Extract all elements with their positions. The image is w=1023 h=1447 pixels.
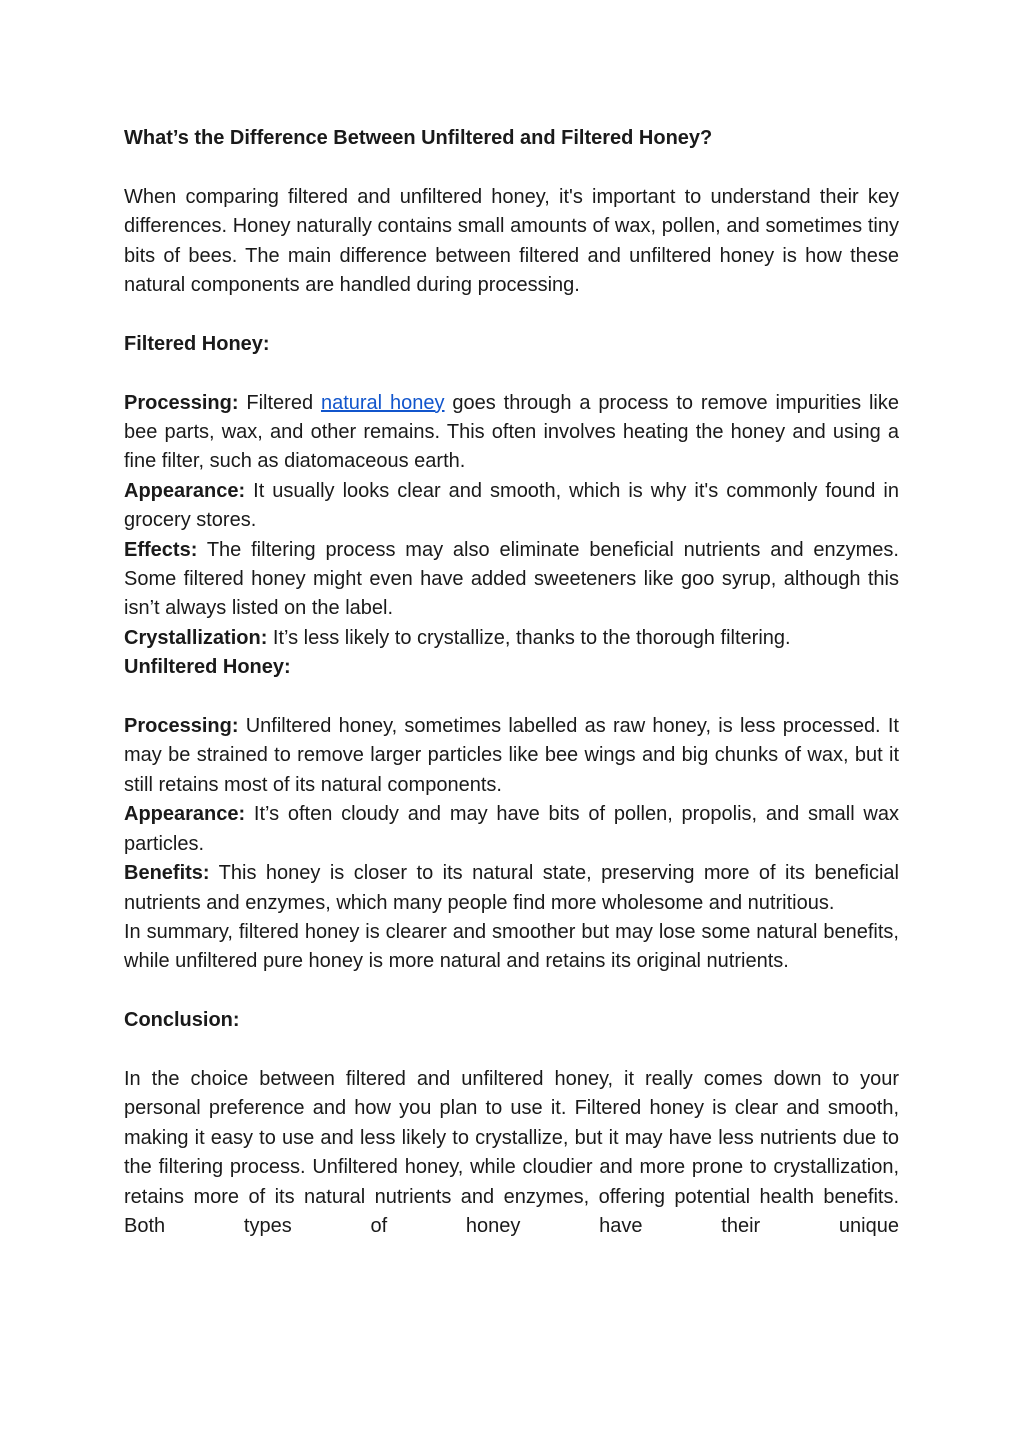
spacer [124, 977, 899, 1006]
spacer [124, 153, 899, 182]
unfiltered-processing-paragraph [124, 712, 899, 800]
filtered-crystallization-text: It’s less likely to crystallize, thanks to the thorough filtering. [267, 626, 791, 649]
summary-paragraph: In summary, filtered honey is clearer and smoother but may lose some natural benefits, while unfiltered pure honey is more natural and retains its original nutrients. [124, 920, 899, 973]
spacer [124, 1036, 899, 1065]
spacer [124, 359, 899, 388]
unfiltered-processing-label: Processing: [124, 715, 239, 738]
unfiltered-benefits-label: Benefits: [124, 862, 210, 885]
filtered-crystallization-label: Crystallization: [124, 626, 268, 649]
unfiltered-benefits-paragraph [124, 859, 899, 918]
conclusion-paragraph: In the choice between filtered and unfiltered honey, it really comes down to your personal preference and how you plan to use it. Filtered honey is clear and smooth, making it easy to use and less likely to crystallize, but it may have less nutrients due to the filtering process. Unfiltered honey, while cloudier and more prone to crystallization, retains more of its natural nutrients and enzymes, offering potential health benefits. Both types of honey have their unique [124, 1067, 899, 1237]
unfiltered-benefits-text: This honey is closer to its natural state, preserving more of its beneficial nutrients and enzymes, which many people find more wholesome and nutritious. [124, 862, 899, 914]
unfiltered-appearance-label: Appearance: [124, 803, 246, 826]
filtered-processing-text-before: Filtered [238, 391, 321, 414]
filtered-processing-paragraph [124, 389, 899, 477]
spacer [124, 683, 899, 712]
natural-honey-link[interactable]: natural honey [320, 391, 445, 414]
filtered-appearance-text: It usually looks clear and smooth, which is why it's commonly found in grocery stores. [124, 479, 899, 532]
conclusion-heading: Conclusion: [124, 1009, 240, 1032]
filtered-crystallization-paragraph [124, 624, 899, 653]
filtered-effects-label: Effects: [124, 538, 198, 561]
intro-paragraph: When comparing filtered and unfiltered honey, it's important to understand their key differences. Honey naturally contains small amounts of wax, pollen, and sometimes tiny bits of bees. The main difference between filtered and unfiltered honey is how these natural components are handled during processing. [124, 185, 899, 297]
document-page [124, 124, 899, 1241]
filtered-effects-text: The filtering process may also eliminate beneficial nutrients and enzymes. Some filtered honey might even have added sweeteners like goo syrup, although this isn’t always listed on the label. [124, 538, 899, 620]
unfiltered-processing-text: Unfiltered honey, sometimes labelled as raw honey, is less processed. It may be strained to remove larger particles like bee wings and big chunks of wax, but it still retains most of its natural components. [124, 715, 899, 796]
filtered-heading: Filtered Honey: [124, 332, 270, 355]
filtered-appearance-label: Appearance: [124, 479, 246, 502]
page-title: What’s the Difference Between Unfiltered and Filtered Honey? [124, 127, 713, 149]
filtered-processing-label: Processing: [124, 391, 239, 414]
unfiltered-heading: Unfiltered Honey: [124, 656, 291, 679]
spacer [124, 300, 899, 329]
unfiltered-appearance-text: It’s often cloudy and may have bits of pollen, propolis, and small wax particles. [124, 803, 899, 855]
filtered-processing-text-after: goes through a process to remove impurities like bee parts, wax, and other remains. This often involves heating the honey and using a fine filter, such as diatomaceous earth. [124, 391, 899, 473]
unfiltered-appearance-paragraph [124, 800, 899, 859]
filtered-effects-paragraph [124, 536, 899, 624]
filtered-appearance-paragraph [124, 477, 899, 536]
